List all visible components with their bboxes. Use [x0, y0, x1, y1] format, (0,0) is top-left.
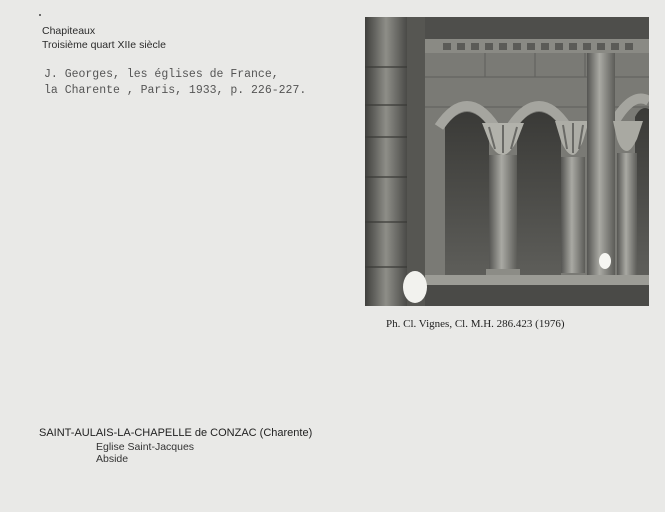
period-label: Troisième quart XIIe siècle: [42, 39, 166, 51]
reference-line-1: J. Georges, les églises de France,: [44, 68, 279, 81]
location-building: Eglise Saint-Jacques: [96, 441, 195, 453]
location-place: SAINT-AULAIS-LA-CHAPELLE de CONZAC (Charente): [39, 427, 313, 439]
category-label: Chapiteaux: [42, 25, 96, 37]
location-part: Abside: [96, 453, 129, 465]
photo-credit: Ph. Cl. Vignes, Cl. M.H. 286.423 (1976): [386, 318, 565, 330]
photo-illustration: [365, 17, 649, 306]
photograph-apse-capitals: [365, 17, 649, 306]
reference-line-2: la Charente , Paris, 1933, p. 226-227.: [44, 84, 307, 97]
bullet-mark: [39, 14, 41, 16]
